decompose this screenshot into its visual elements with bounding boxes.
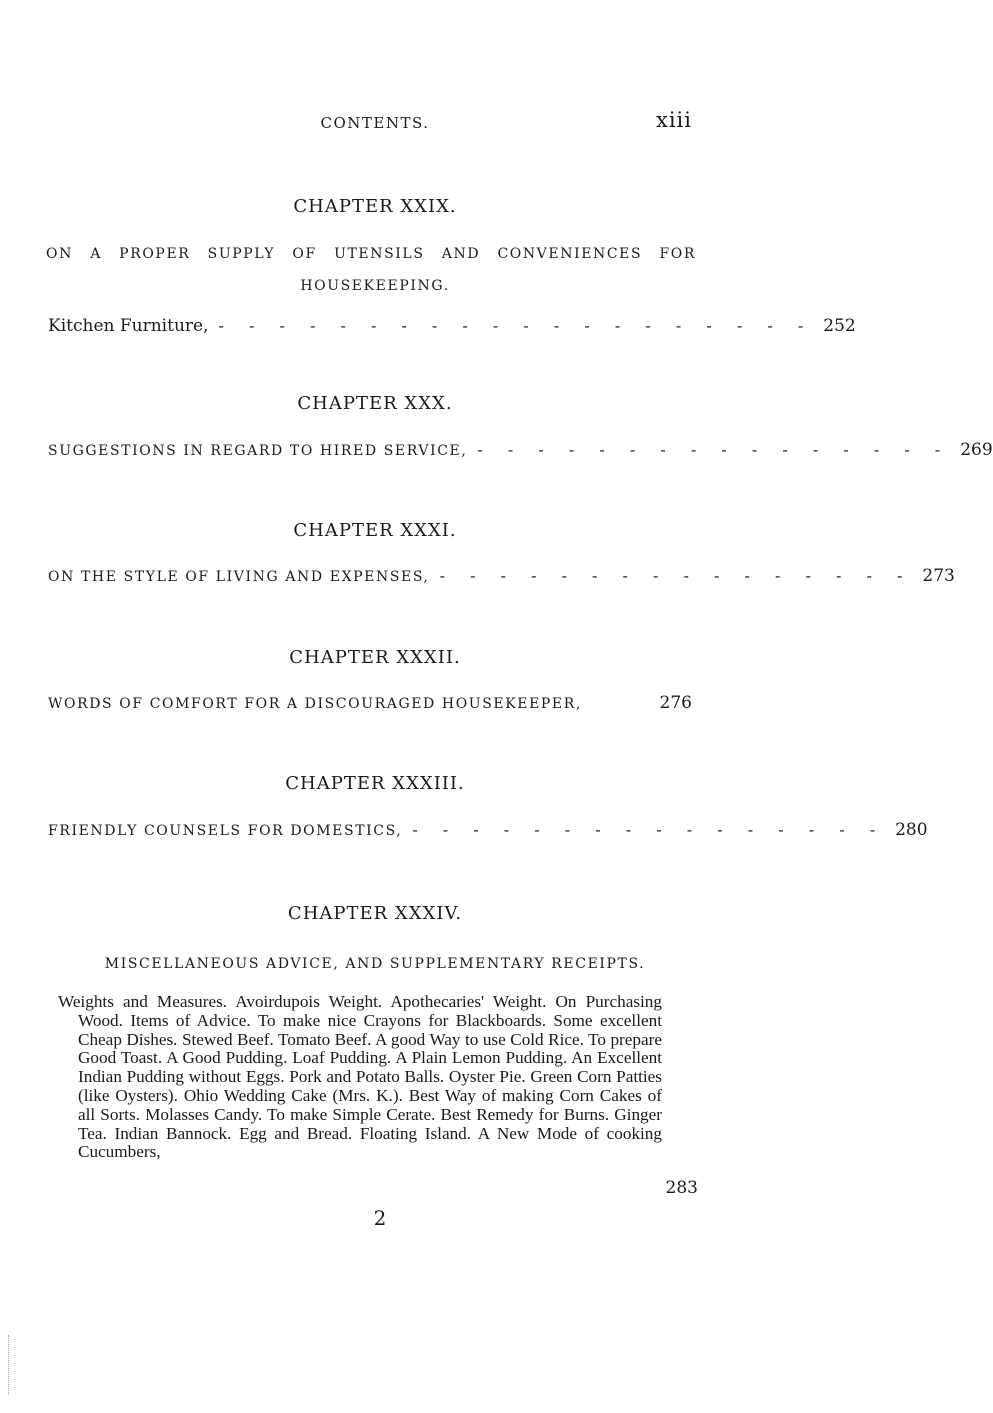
chapter-33-heading: CHAPTER XXXIII. bbox=[285, 773, 465, 794]
chapter-31-title: ON THE STYLE OF LIVING AND EXPENSES, bbox=[48, 569, 430, 585]
chapter-34-title: MISCELLANEOUS ADVICE, AND SUPPLEMENTARY RECEIPTS. bbox=[104, 956, 646, 972]
chapter-34-heading: CHAPTER XXXIV. bbox=[287, 903, 463, 924]
chapter-31-entry bbox=[48, 566, 955, 586]
chapter-33-entry bbox=[48, 820, 928, 840]
chapter-32-entry bbox=[48, 693, 692, 713]
chapter-30-title: SUGGESTIONS IN REGARD TO HIRED SERVICE, bbox=[48, 443, 468, 459]
margin-specks bbox=[8, 1335, 11, 1395]
chapter-29-heading: CHAPTER XXIX. bbox=[293, 196, 457, 217]
chapter-29-title-line2: HOUSEKEEPING. bbox=[300, 278, 450, 294]
running-head: CONTENTS. bbox=[320, 114, 430, 132]
chapter-31-heading: CHAPTER XXXI. bbox=[293, 520, 457, 541]
entry-page: 273 bbox=[922, 566, 955, 586]
chapter-34-page: 283 bbox=[665, 1178, 698, 1198]
page-number: xiii bbox=[656, 108, 692, 132]
chapter-30-entry bbox=[48, 440, 993, 460]
entry-title: Kitchen Furniture, bbox=[48, 316, 209, 336]
chapter-32-heading: CHAPTER XXXII. bbox=[289, 647, 461, 668]
chapter-33-title: FRIENDLY COUNSELS FOR DOMESTICS, bbox=[48, 823, 403, 839]
entry-page: 269 bbox=[960, 440, 993, 460]
chapter-32-title: WORDS OF COMFORT FOR A DISCOURAGED HOUSEKEEPER, bbox=[48, 696, 582, 712]
chapter-30-heading: CHAPTER XXX. bbox=[297, 393, 453, 414]
entry-page: 276 bbox=[659, 693, 692, 713]
leader-dots: - - - - - - - - - - - - - - - - - - - - bbox=[218, 316, 814, 335]
signature-mark: 2 bbox=[373, 1206, 387, 1230]
leader-dots: - - - - - - - - - - - - - - - - bbox=[439, 566, 913, 585]
chapter-29-title-line1: ON A PROPER SUPPLY OF UTENSILS AND CONVENIENCES FOR bbox=[46, 246, 696, 262]
entry-page: 252 bbox=[823, 316, 856, 336]
leader-dots: - - - - - - - - - - - - - - - - bbox=[412, 820, 886, 839]
chapter-34-items: Weights and Measures. Avoirdupois Weight. Apothecaries' Weight. On Purchasing Wood. Items of Advice. To make nice Crayons for Blackboards. Some excellent Cheap Dishes. Stewed Beef. Tomato Beef. A good Way to use Cold Rice. To prepare Good Toast. A Good Pudding. Loaf Pudding. A Plain Lemon Pudding. An Excellent Indian Pudding without Eggs. Pork and Potato Balls. Oyster Pie. Green Corn Patties (like Oysters). Ohio Wedding Cake (Mrs. K.). Best Way of making Corn Cakes of all Sorts. Molasses Candy. To make Simple Cerate. Best Remedy for Burns. Ginger Tea. Indian Bannock. Egg and Bread. Floating Island. A New Mode of cooking Cucumbers, bbox=[58, 992, 662, 1162]
chapter-29-entry bbox=[48, 316, 856, 336]
entry-page: 280 bbox=[895, 820, 928, 840]
leader-dots: - - - - - - - - - - - - - - - - bbox=[477, 440, 951, 459]
